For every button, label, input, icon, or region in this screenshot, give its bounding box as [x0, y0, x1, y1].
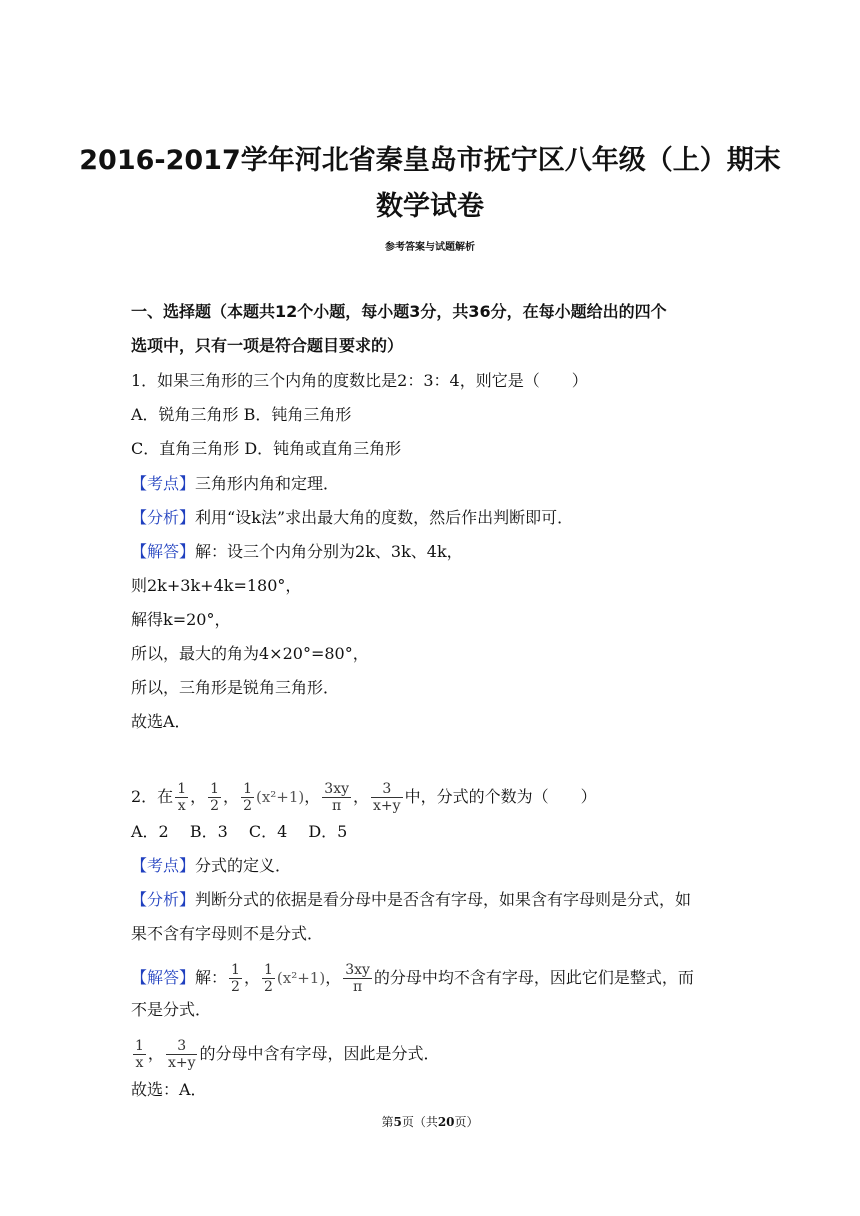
q2-jieda-line1: 【解答】解： $\frac{1}{2}$ ， $\frac{1}{2}$ (x²+1)， $\frac{3xy}{\pi}$ 的分母中均不含有字母，因此它们是整式，而	[131, 962, 694, 995]
q2-jieda-tag: 【解答】	[131, 968, 196, 987]
q1-jieda	[131, 542, 463, 562]
q2-fenxi-text: 判断分式的依据是看分母中是否含有字母，如果含有字母则是分式，如	[195, 890, 692, 909]
q2-jieda-fraction-1-over-2: $\frac{1}{2}$	[231, 962, 240, 995]
section-heading-line1: 一、选择题（本题共12个小题，每小题3分，共36分，在每小题给出的四个	[131, 302, 667, 321]
q1-step3: 所以，最大的角为4×20°=80°，	[131, 644, 369, 663]
page-title-line2: 数学试卷	[376, 191, 484, 222]
q1-kaodian-text: 三角形内角和定理．	[195, 474, 340, 493]
q2-fenxi-tag: 【分析】	[131, 890, 196, 909]
q2-jieda-fraction-half: $\frac{1}{2}$	[263, 962, 273, 995]
page-footer: 第5页（共20页）	[381, 1115, 479, 1129]
q1-step2: 解得k=20°，	[131, 610, 231, 629]
q2-stem: 2．在 $\frac{1}{x}$ ， $\frac{1}{2}$ ， $\frac{1}{2}$ (x²+1)， $\frac{3xy}{\pi}$ ， $\frac{3}{x+y}$ 中，分式的个数为（ ）	[131, 781, 597, 814]
q2-fraction-3-over-xy: $\frac{3}{x+y}$	[373, 781, 401, 814]
q1-jieda-tag: 【解答】	[131, 542, 196, 561]
page-title-line1: 2016-2017学年河北省秦皇岛市抚宁区八年级（上）期末	[79, 145, 781, 176]
q2-fraction-half: $\frac{1}{2}$	[243, 781, 252, 814]
q2-line3-suffix: 的分母中含有字母，因此是分式．	[199, 1044, 440, 1063]
q1-stem: 1．如果三角形的三个内角的度数比是2：3：4，则它是（ ）	[131, 371, 588, 390]
q1-answer: 故选A．	[131, 712, 191, 731]
q1-kaodian	[131, 474, 339, 494]
q1-options-cd: C．直角三角形 D．钝角或直角三角形	[131, 439, 402, 458]
q2-line3-fraction-3-over-xy: $\frac{3}{x+y}$	[167, 1038, 196, 1071]
q1-kaodian-tag: 【考点】	[131, 474, 196, 493]
q2-fraction-1-over-2: $\frac{1}{2}$	[210, 781, 220, 814]
q2-options: A．2 B．3 C．4 D．5	[131, 822, 348, 841]
q1-fenxi-tag: 【分析】	[131, 508, 196, 527]
q2-jieda-line3: $\frac{1}{x}$ ， $\frac{3}{x+y}$ 的分母中含有字母，因此是分式．	[135, 1038, 440, 1071]
q2-line3-fraction-1-over-x: $\frac{1}{x}$	[135, 1038, 144, 1071]
q2-jieda-fraction-3xy-over-pi: $\frac{3xy}{\pi}$	[345, 962, 370, 995]
q2-jieda-line2: 不是分式．	[131, 1000, 212, 1019]
q2-fenxi-line1	[131, 890, 691, 910]
q2-fenxi-line2: 果不含有字母则不是分式．	[131, 924, 324, 943]
q1-fenxi-text: 利用“设k法”求出最大角的度数，然后作出判断即可．	[195, 508, 574, 527]
q1-fenxi	[131, 508, 573, 528]
q2-prefix: 2．在	[131, 787, 174, 806]
total-page-number: 20	[437, 1115, 455, 1129]
q1-options-ab: A．锐角三角形 B．钝角三角形	[131, 405, 352, 424]
q2-kaodian	[131, 856, 291, 876]
q2-fraction-1-over-x: $\frac{1}{x}$	[177, 781, 187, 814]
q2-jieda-expr-x2plus1: (x²+1)	[276, 969, 326, 987]
section-heading-line2: 选项中，只有一项是符合题目要求的）	[131, 336, 404, 355]
q2-jieda-mid: 的分母中均不含有字母，因此它们是整式，而	[373, 968, 694, 987]
page-subtitle: 参考答案与试题解析	[385, 242, 475, 253]
current-page-number: 5	[393, 1115, 402, 1129]
q2-kaodian-text: 分式的定义．	[195, 856, 292, 875]
q1-step1: 则2k+3k+4k=180°，	[131, 576, 302, 595]
q2-suffix: 中，分式的个数为（ ）	[404, 787, 597, 806]
q2-answer: 故选：A．	[131, 1080, 207, 1099]
q1-step4: 所以，三角形是锐角三角形．	[131, 678, 340, 697]
q2-kaodian-tag: 【考点】	[131, 856, 196, 875]
q2-fraction-3xy-over-pi: $\frac{3xy}{\pi}$	[324, 781, 350, 814]
q2-expr-x2plus1: (x²+1)	[255, 788, 305, 806]
q1-jieda-text: 解：设三个内角分别为2k、3k、4k，	[195, 542, 463, 561]
